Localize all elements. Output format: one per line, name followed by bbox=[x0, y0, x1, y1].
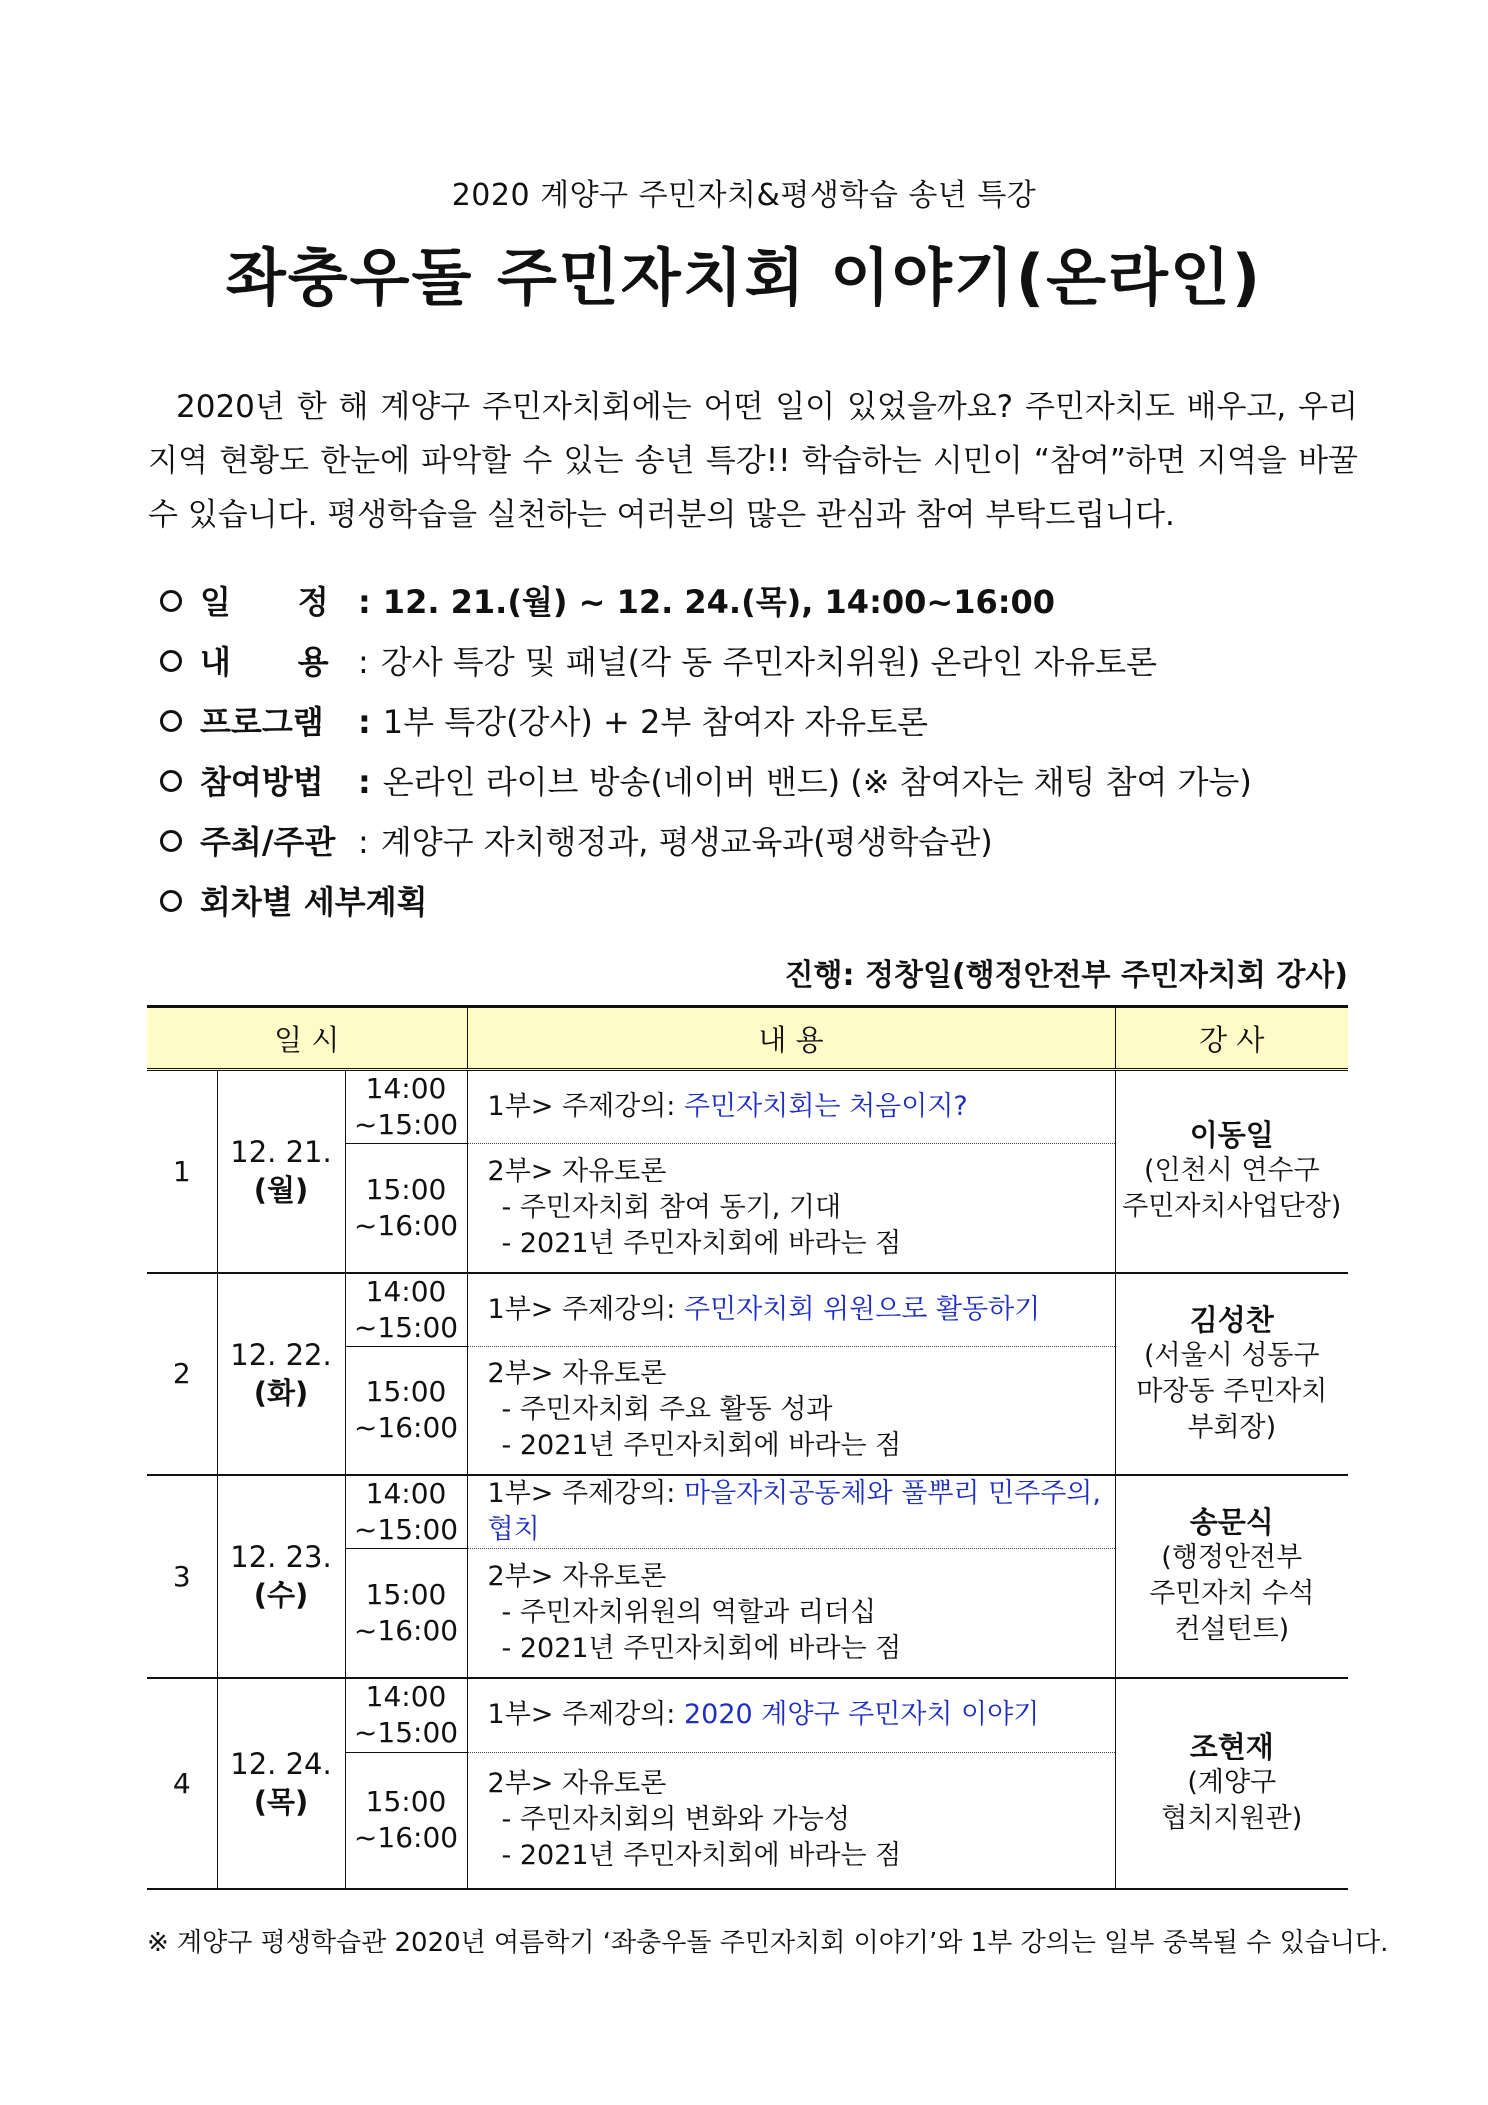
info-value: 12. 21.(월) ~ 12. 24.(목), 14:00~16:00 bbox=[382, 583, 1056, 621]
part2-content: 2부> 자유토론 - 주민자치회 참여 동기, 기대 - 2021년 주민자치회에 바라는 점 bbox=[467, 1144, 1115, 1273]
part2-time: 15:00 ~16:00 bbox=[345, 1753, 467, 1889]
info-method: 참여방법 : 온라인 라이브 방송(네이버 밴드) (※ 참여자는 채팅 참여 가능) bbox=[160, 752, 1360, 812]
lecturer-cell: 김성찬 (서울시 성동구 마장동 주민자치 부회장) bbox=[1115, 1273, 1348, 1476]
circle-bullet-icon bbox=[160, 890, 182, 912]
part2-content: 2부> 자유토론 - 주민자치회 주요 활동 성과 - 2021년 주민자치회에 바라는 점 bbox=[467, 1346, 1115, 1475]
info-program: 프로그램 : 1부 특강(강사) + 2부 참여자 자유토론 bbox=[160, 692, 1360, 752]
part2-content: 2부> 자유토론 - 주민자치회의 변화와 가능성 - 2021년 주민자치회에 바라는 점 bbox=[467, 1753, 1115, 1889]
session-date: 12. 23. (수) bbox=[217, 1475, 345, 1678]
lecture-topic: 마을자치공동체와 풀뿌리 민주주의, 협치 bbox=[487, 1478, 1101, 1545]
table-header-row bbox=[147, 1007, 1348, 1070]
part1-time: 14:00 ~15:00 bbox=[345, 1273, 467, 1347]
part1-time: 14:00 ~15:00 bbox=[345, 1475, 467, 1549]
lecturer-cell: 송문식 (행정안전부 주민자치 수석 컨설턴트) bbox=[1115, 1475, 1348, 1678]
circle-bullet-icon bbox=[160, 590, 182, 612]
part2-time: 15:00 ~16:00 bbox=[345, 1144, 467, 1273]
table-row bbox=[147, 1678, 1348, 1753]
info-label: 일 정 bbox=[200, 583, 329, 621]
info-schedule: 일 정 : 12. 21.(월) ~ 12. 24.(목), 14:00~16:00 bbox=[160, 572, 1360, 632]
lecturer-name: 김성찬 bbox=[1189, 1302, 1274, 1337]
schedule-table bbox=[147, 1005, 1348, 1890]
session-date: 12. 24. (목) bbox=[217, 1678, 345, 1889]
info-label: 프로그램 bbox=[200, 703, 324, 741]
info-label: 회차별 세부계획 bbox=[200, 883, 428, 921]
intro-paragraph: 2020년 한 해 계양구 주민자치회에는 어떤 일이 있었을까요? 주민자치도 배우고, 우리 지역 현황도 한눈에 파악할 수 있는 송년 특강!! 학습하는 시민이 “참여”하면 지역을 바꿀 수 있습니다. 평생학습을 실천하는 여러분의 많은 관심과 참여 부탁드립니다. bbox=[148, 389, 1358, 533]
info-value: 강사 특강 및 패널(각 동 주민자치위원) 온라인 자유토론 bbox=[380, 643, 1158, 681]
lecturer-cell: 이동일 (인천시 연수구 주민자치사업단장) bbox=[1115, 1070, 1348, 1273]
document-subtitle: 2020 계양구 주민자치&평생학습 송년 특강 bbox=[451, 178, 1037, 213]
info-content: 내 용 : 강사 특강 및 패널(각 동 주민자치위원) 온라인 자유토론 bbox=[160, 632, 1360, 692]
part1-time: 14:00 ~15:00 bbox=[345, 1678, 467, 1753]
info-session-plan bbox=[160, 872, 1360, 932]
part1-time: 14:00 ~15:00 bbox=[345, 1070, 467, 1144]
circle-bullet-icon bbox=[160, 710, 182, 732]
circle-bullet-icon bbox=[160, 770, 182, 792]
circle-bullet-icon bbox=[160, 650, 182, 672]
table-row bbox=[147, 1070, 1348, 1144]
info-label: 참여방법 bbox=[200, 763, 324, 801]
info-label: 내 용 bbox=[200, 643, 329, 681]
header-datetime: 일 시 bbox=[147, 1007, 467, 1070]
session-number: 1 bbox=[147, 1070, 217, 1273]
document-title: 좌충우돌 주민자치회 이야기(온라인) bbox=[225, 241, 1263, 314]
lecture-topic: 2020 계양구 주민자치 이야기 bbox=[684, 1699, 1040, 1731]
table-row bbox=[147, 1273, 1348, 1347]
part2-content: 2부> 자유토론 - 주민자치위원의 역할과 리더십 - 2021년 주민자치회에 바라는 점 bbox=[467, 1549, 1115, 1678]
part1-content: 1부> 주제강의: 주민자치회 위원으로 활동하기 bbox=[467, 1273, 1115, 1347]
part2-time: 15:00 ~16:00 bbox=[345, 1549, 467, 1678]
lecturer-name: 조현재 bbox=[1189, 1730, 1274, 1764]
part1-content: 1부> 주제강의: 주민자치회는 처음이지? bbox=[467, 1070, 1115, 1144]
part1-content: 1부> 주제강의: 2020 계양구 주민자치 이야기 bbox=[467, 1678, 1115, 1753]
info-organizer: 주최/주관 : 계양구 자치행정과, 평생교육과(평생학습관) bbox=[160, 812, 1360, 872]
session-number: 4 bbox=[147, 1678, 217, 1889]
session-date: 12. 22. (화) bbox=[217, 1273, 345, 1476]
lecture-topic: 주민자치회 위원으로 활동하기 bbox=[684, 1293, 1041, 1325]
session-date: 12. 21. (월) bbox=[217, 1070, 345, 1273]
circle-bullet-icon bbox=[160, 830, 182, 852]
lecturer-name: 송문식 bbox=[1189, 1505, 1274, 1540]
lecturer-name: 이동일 bbox=[1189, 1118, 1274, 1153]
host-line: 진행: 정창일(행정안전부 주민자치회 강사) bbox=[784, 958, 1348, 993]
info-list bbox=[160, 572, 1360, 932]
part1-content: 1부> 주제강의: 마을자치공동체와 풀뿌리 민주주의, 협치 bbox=[467, 1475, 1115, 1549]
part2-time: 15:00 ~16:00 bbox=[345, 1346, 467, 1475]
header-lecturer: 강 사 bbox=[1115, 1007, 1348, 1070]
lecture-topic: 주민자치회는 처음이지? bbox=[684, 1091, 968, 1122]
info-value: 온라인 라이브 방송(네이버 밴드) (※ 참여자는 채팅 참여 가능) bbox=[382, 763, 1252, 801]
footnote: ※ 계양구 평생학습관 2020년 여름학기 ‘좌충우돌 주민자치회 이야기’와 1부 강의는 일부 중복될 수 있습니다. bbox=[147, 1928, 1389, 1958]
session-number: 2 bbox=[147, 1273, 217, 1476]
info-value: 1부 특강(강사) + 2부 참여자 자유토론 bbox=[382, 703, 929, 741]
session-number: 3 bbox=[147, 1475, 217, 1678]
header-content: 내 용 bbox=[467, 1007, 1115, 1070]
table-row bbox=[147, 1475, 1348, 1549]
lecturer-cell: 조현재 (계양구 협치지원관) bbox=[1115, 1678, 1348, 1889]
info-label: 주최/주관 bbox=[200, 823, 336, 861]
info-value: 계양구 자치행정과, 평생교육과(평생학습관) bbox=[380, 823, 993, 861]
